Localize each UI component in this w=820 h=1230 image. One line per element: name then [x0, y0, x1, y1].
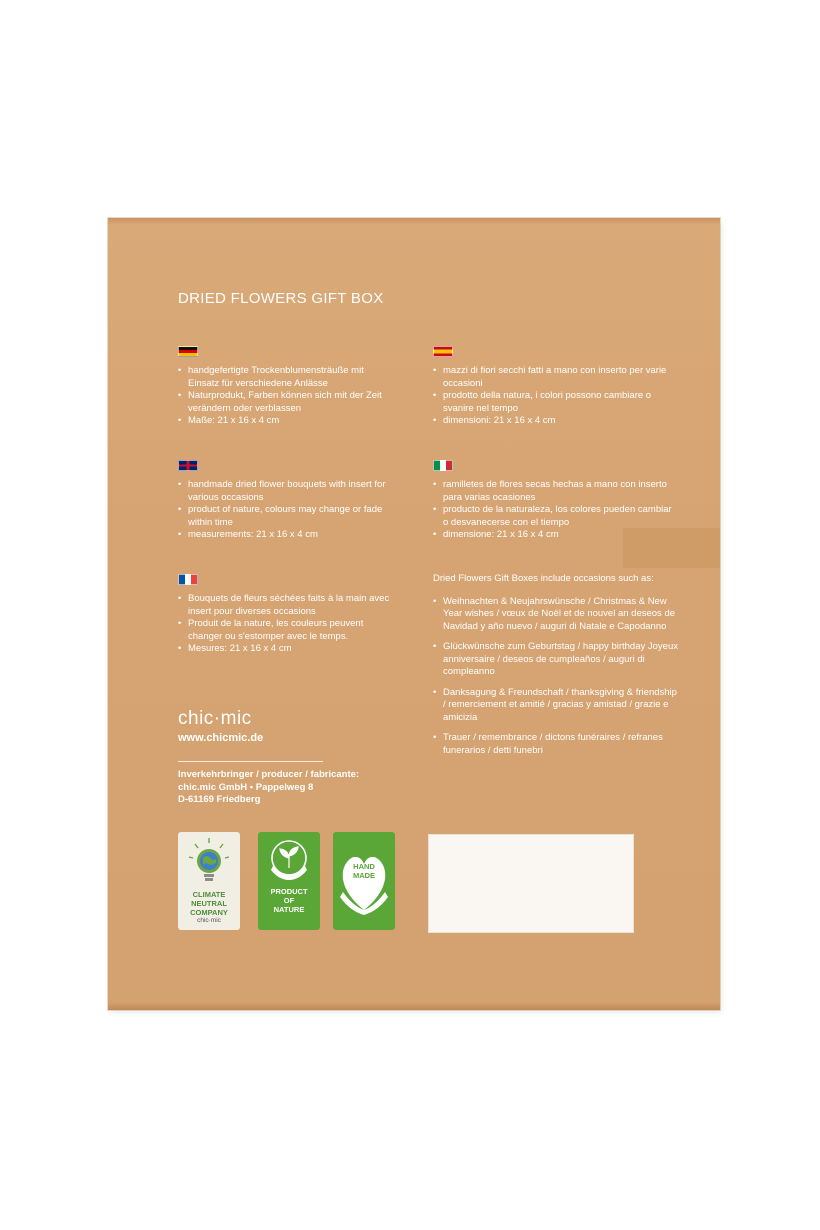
- hand-made-badge-text: HAND MADE: [352, 862, 376, 880]
- hands-plant-icon: [258, 832, 320, 930]
- section-english: [178, 460, 393, 542]
- list-item: • Bouquets de fleurs séchées faits à la main avec insert pour diverses occasions: [178, 593, 393, 618]
- list-item: • product of nature, colours may change or fade within time: [178, 504, 393, 529]
- list-item: • prodotto della natura, i colori possono cambiare o svanire nel tempo: [433, 390, 673, 415]
- list-item: • handgefertigte Trockenblumensträuße mit Einsatz für verschiedene Anlässe: [178, 365, 393, 390]
- list-item: • ramilletes de flores secas hechas a mano con inserto para varias ocasiones: [433, 479, 673, 504]
- list-item: • Danksagung & Freundschaft / thanksgiving & friendship / remerciement et amitié / gracias y amistad / grazie e amicizia: [433, 687, 678, 725]
- list-item: • Mesures: 21 x 16 x 4 cm: [178, 643, 393, 656]
- spanish-flag-icon: [433, 346, 453, 357]
- occasions-intro: Dried Flowers Gift Boxes include occasions such as:: [433, 573, 654, 584]
- list-item: • Naturprodukt, Farben können sich mit der Zeit verändern oder verblassen: [178, 390, 393, 415]
- list-item: • measurements: 21 x 16 x 4 cm: [178, 529, 393, 542]
- list-item: • producto de la naturaleza, los colores pueden cambiar o desvanecerse con el tiempo: [433, 504, 673, 529]
- hand-made-badge: [333, 832, 395, 930]
- brand-block: [178, 708, 263, 744]
- list-item: • Glückwünsche zum Geburtstag / happy birthday Joyeux anniversaire / deseos de cumpleaños / auguri di compleanno: [433, 641, 678, 679]
- box-top-edge: [108, 218, 720, 224]
- list-item: • Produit de la nature, les couleurs peuvent changer ou s'estomper avec le temps.: [178, 618, 393, 643]
- occasions-section: [433, 573, 678, 765]
- french-list: [178, 593, 393, 656]
- list-item: • Maße: 21 x 16 x 4 cm: [178, 415, 393, 428]
- box-bottom-edge: [108, 1002, 720, 1010]
- section-spanish: [433, 460, 673, 542]
- list-item: • mazzi di fiori secchi fatti a mano con inserto per varie occasioni: [433, 365, 673, 390]
- heart-hands-icon: [333, 832, 395, 930]
- producer-line: Inverkehrbringer / producer / fabricante:: [178, 769, 360, 780]
- blank-label-area: [428, 834, 634, 933]
- list-item: • Trauer / remembrance / dictons funéraires / refranes funerarios / detti funebri: [433, 732, 678, 757]
- list-item: • dimensioni: 21 x 16 x 4 cm: [433, 415, 673, 428]
- italian-list: [433, 365, 673, 428]
- list-item: • handmade dried flower bouquets with insert for various occasions: [178, 479, 393, 504]
- brand-logo: chic·mic: [178, 708, 252, 729]
- producer-info: [178, 769, 359, 807]
- french-flag-icon: [178, 574, 198, 585]
- climate-badge-brand: chic·mic: [197, 917, 221, 924]
- nature-badge-text: PRODUCT OF NATURE: [270, 887, 308, 914]
- lightbulb-globe-icon: [178, 832, 240, 892]
- german-list: [178, 365, 393, 428]
- section-french: [178, 574, 393, 656]
- uk-flag-icon: [178, 460, 198, 471]
- divider: [178, 761, 323, 762]
- product-of-nature-badge: [258, 832, 320, 930]
- list-item: • Weihnachten & Neujahrswünsche / Christmas & New Year wishes / vœux de Noël et de nouvel an deseos de Navidad y año nuevo / auguri di Natale e Capodanno: [433, 596, 678, 634]
- section-german: [178, 346, 393, 428]
- italian-flag-icon: [433, 460, 453, 471]
- spanish-list: [433, 479, 673, 542]
- climate-badge-text: CLIMATE NEUTRAL COMPANY: [190, 890, 228, 917]
- producer-line: D-61169 Friedberg: [178, 794, 261, 805]
- producer-line: chic.mic GmbH • Pappelweg 8: [178, 781, 314, 793]
- list-item: • dimensione: 21 x 16 x 4 cm: [433, 529, 673, 542]
- brand-url: www.chicmic.de: [178, 732, 264, 744]
- gift-box-back: [108, 218, 720, 1010]
- box-title: DRIED FLOWERS GIFT BOX: [178, 290, 384, 307]
- english-list: [178, 479, 393, 542]
- climate-neutral-badge: [178, 832, 240, 930]
- section-italian: [433, 346, 673, 428]
- occasions-list: [433, 596, 678, 758]
- german-flag-icon: [178, 346, 198, 357]
